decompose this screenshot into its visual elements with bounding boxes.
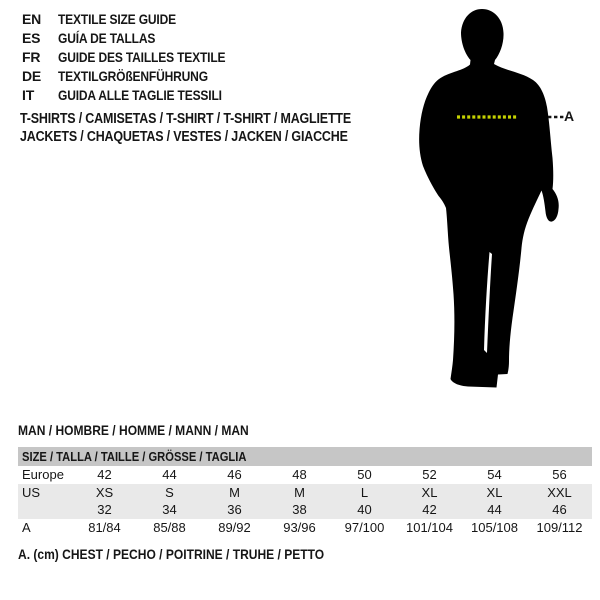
size-cell: 48 <box>292 467 307 482</box>
size-cell: 109/112 <box>536 519 583 535</box>
size-cell: 85/88 <box>153 519 186 535</box>
size-cell: 42 <box>422 502 437 517</box>
size-cell: 40 <box>357 502 372 517</box>
man-silhouette-figure <box>395 0 600 410</box>
category-line-jackets: JACKETS / CHAQUETAS / VESTES / JACKEN / GIACCHE <box>20 129 348 145</box>
size-cell: 52 <box>422 467 437 482</box>
size-cell: 105/108 <box>471 519 518 535</box>
size-table-header-label: SIZE / TALLA / TAILLE / GRÖSSE / TAGLIA <box>22 449 247 464</box>
size-cell: M <box>229 484 240 500</box>
garment-categories <box>20 110 405 146</box>
table-row-europe <box>18 466 592 484</box>
size-cell: 81/84 <box>88 519 121 535</box>
language-row <box>22 48 253 67</box>
size-table-header <box>18 447 592 466</box>
size-cell: 93/96 <box>283 519 316 535</box>
man-silhouette-svg <box>395 0 600 410</box>
language-title: TEXTILE SIZE GUIDE <box>58 11 176 27</box>
language-code: EN <box>22 11 42 27</box>
measurement-footnote: A. (cm) CHEST / PECHO / POITRINE / TRUHE / PETTO <box>18 546 325 562</box>
size-cell: 50 <box>357 467 372 482</box>
size-cell: 97/100 <box>344 519 385 535</box>
size-cell: XXL <box>547 484 572 500</box>
language-title: TEXTILGRÖßENFÜHRUNG <box>58 68 208 84</box>
language-row <box>22 29 253 48</box>
size-cell: S <box>165 484 174 500</box>
language-title: GUIDE DES TAILLES TEXTILE <box>58 49 226 65</box>
size-cell: 36 <box>227 502 242 517</box>
gender-section-title: MAN / HOMBRE / HOMME / MANN / MAN <box>18 422 249 438</box>
size-cell: XL <box>421 484 438 500</box>
size-cell: 46 <box>552 502 567 517</box>
size-cell: 56 <box>552 467 567 482</box>
size-cell: XL <box>486 484 503 500</box>
language-row <box>22 86 253 105</box>
row-label: Europe <box>22 467 64 482</box>
size-cell: 46 <box>227 467 242 482</box>
size-cell: 34 <box>162 502 177 517</box>
size-cell: 44 <box>162 467 177 482</box>
size-cell: L <box>360 484 369 500</box>
size-cell: M <box>294 484 305 500</box>
language-code: DE <box>22 68 42 84</box>
language-code: ES <box>22 30 41 46</box>
row-label: A <box>22 519 31 535</box>
size-cell: 38 <box>292 502 307 517</box>
language-row <box>22 67 253 86</box>
size-cell: XS <box>95 484 114 500</box>
size-cell: 32 <box>97 502 112 517</box>
row-label: US <box>22 484 41 500</box>
size-cell: 54 <box>487 467 502 482</box>
category-line-tshirts: T-SHIRTS / CAMISETAS / T-SHIRT / T-SHIRT / MAGLIETTE <box>20 111 351 127</box>
row-label <box>18 501 72 519</box>
measurement-a-label: A <box>564 108 575 124</box>
language-title: GUIDA ALLE TAGLIE TESSILI <box>58 87 222 103</box>
table-row-unlabeled <box>18 501 592 519</box>
size-cell: 89/92 <box>218 519 251 535</box>
language-code: IT <box>22 87 35 103</box>
language-code: FR <box>22 49 41 65</box>
table-row-us <box>18 484 592 502</box>
language-title: GUÍA DE TALLAS <box>58 30 156 46</box>
size-cell: 101/104 <box>406 519 453 535</box>
man-silhouette <box>419 9 559 388</box>
size-cell: 42 <box>97 467 112 482</box>
language-list <box>22 10 253 105</box>
size-table <box>18 447 592 536</box>
language-row <box>22 10 253 29</box>
table-row-chest-a <box>18 519 592 537</box>
size-cell: 44 <box>487 502 502 517</box>
